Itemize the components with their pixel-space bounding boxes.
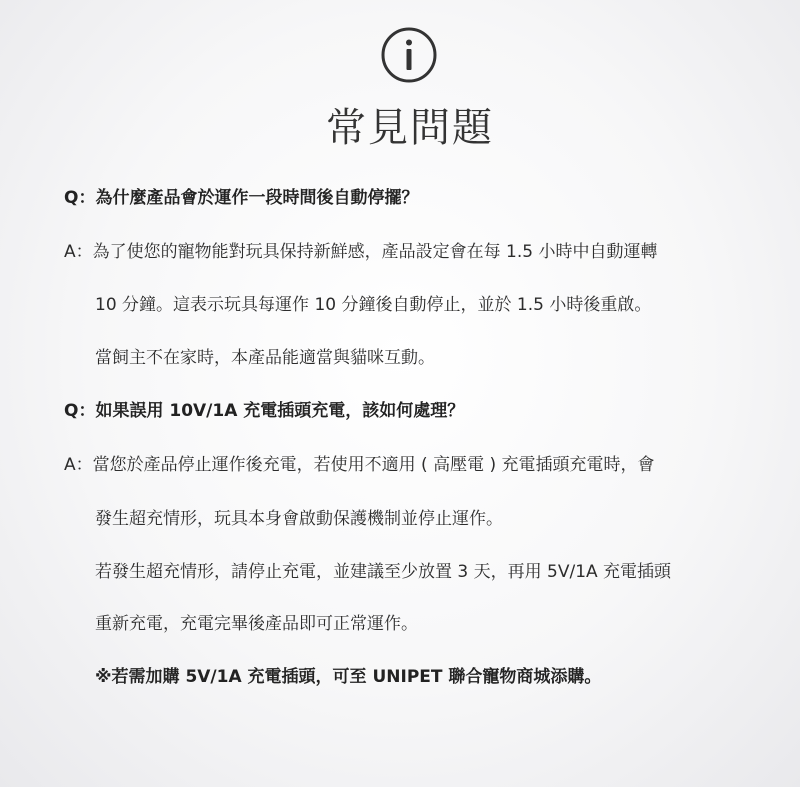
info-circle-icon [381,27,437,83]
page-title: 常見問題 [326,105,494,151]
faq-answer-1-line-1: A：為了使您的寵物能對玩具保持新鮮感，產品設定會在每 1.5 小時中自動運轉 [64,242,658,262]
faq-answer-1-line-2: 10 分鐘。這表示玩具每運作 10 分鐘後自動停止，並於 1.5 小時後重啟。 [95,295,652,315]
faq-question-2: Q：如果誤用 10V/1A 充電插頭充電，該如何處理？ [64,401,465,421]
faq-question-1: Q：為什麼產品會於運作一段時間後自動停擺？ [64,188,419,208]
faq-answer-2-line-2: 發生超充情形，玩具本身會啟動保護機制並停止運作。 [95,509,503,529]
faq-answer-2-line-1: A：當您於產品停止運作後充電，若使用不適用 ( 高壓電 ) 充電插頭充電時，會 [64,455,655,475]
purchase-note: ※若需加購 5V/1A 充電插頭，可至 UNIPET 聯合寵物商城添購。 [95,667,602,687]
faq-answer-2-line-4: 重新充電，充電完畢後產品即可正常運作。 [95,614,418,634]
faq-answer-2-line-3: 若發生超充情形，請停止充電，並建議至少放置 3 天，再用 5V/1A 充電插頭 [95,562,672,582]
faq-answer-1-line-3: 當飼主不在家時，本產品能適當與貓咪互動。 [95,348,435,368]
